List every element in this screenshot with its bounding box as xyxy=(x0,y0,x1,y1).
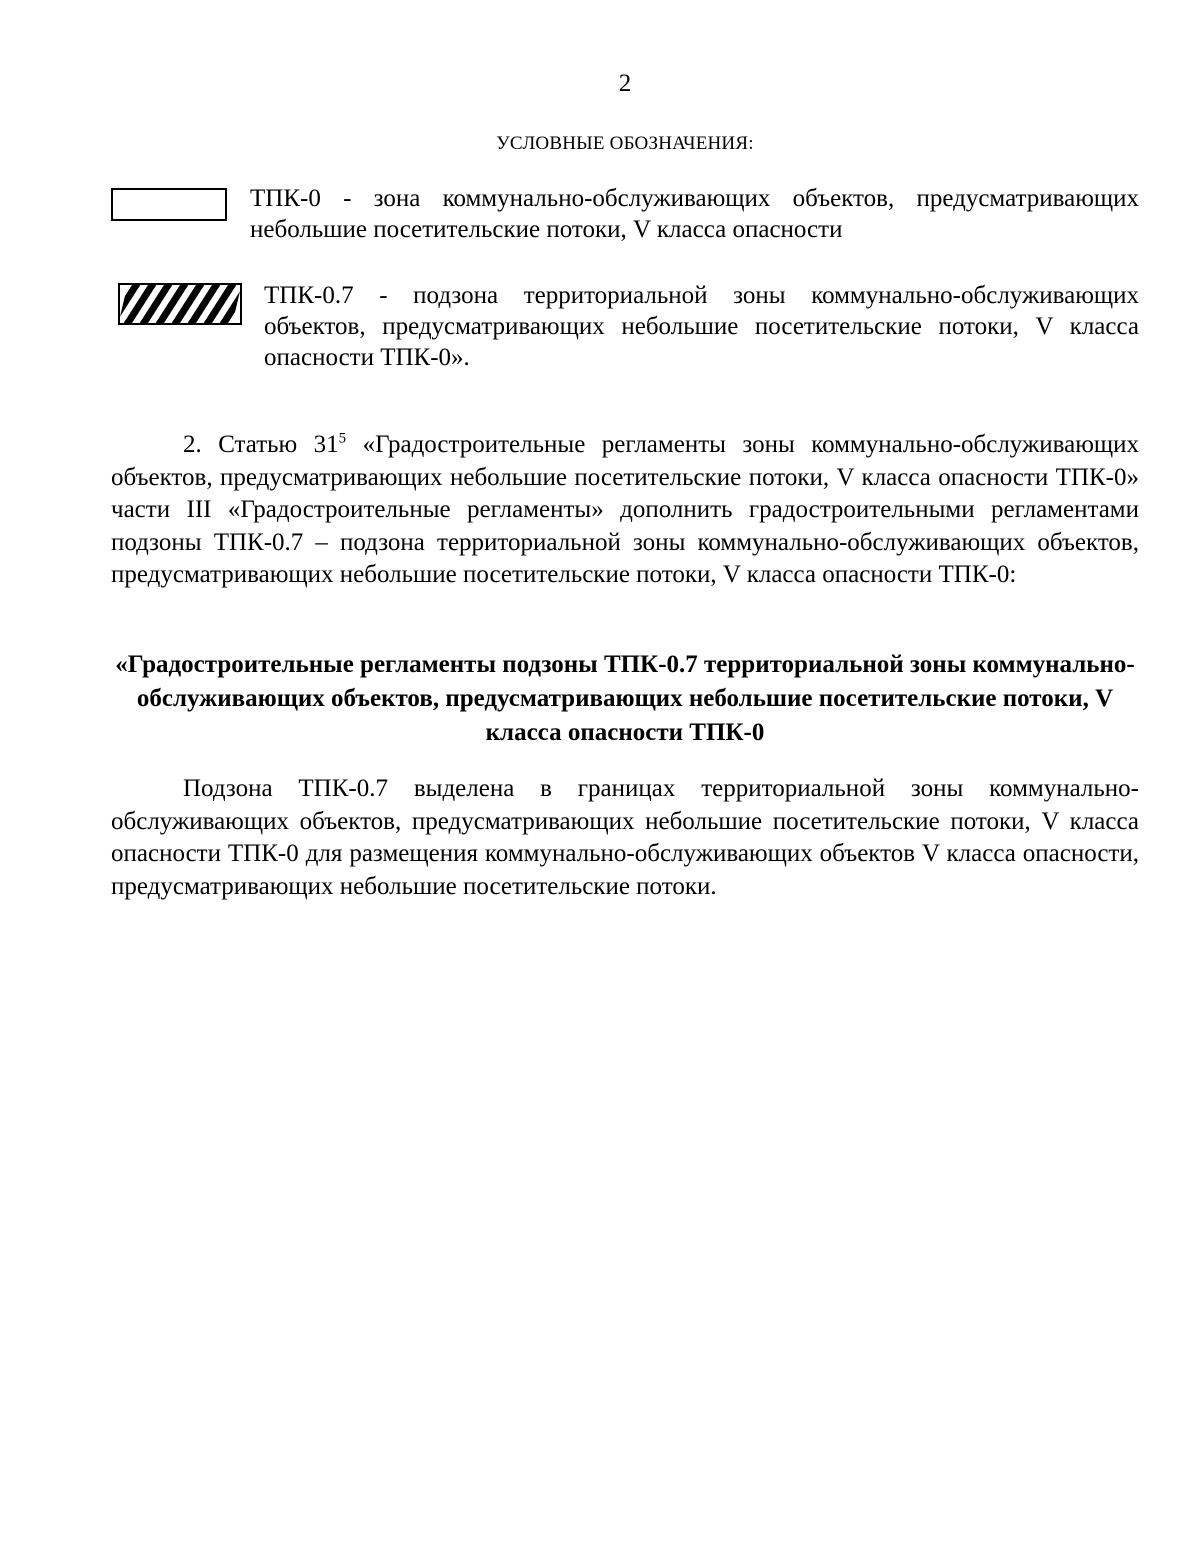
article-body: «Градостроительные регламенты зоны коммунально-обслуживающих объектов, предусматривающих небольшие посетительские потоки, V класса опасности ТПК-0» части III «Градостроительные регламенты» дополнить градостроительными регламентами подзоны ТПК-0.7 – подзона территориальной зоны коммунально-обслуживающих объектов, предусматривающих небольшие посетительские потоки, V класса опасности ТПК-0: xyxy=(111,431,1140,588)
legend-title: УСЛОВНЫЕ ОБОЗНАЧЕНИЯ: xyxy=(496,133,754,154)
legend-item-tpk0-text: ТПК-0 - зона коммунально-обслуживающих объектов, предусматривающих небольшие посетительские потоки, V класса опасности xyxy=(250,185,1139,243)
section-heading: «Градостроительные регламенты подзоны ТПК-0.7 территориальной зоны коммунально-обслуживающих объектов, предусматривающих небольшие посетительские потоки, V класса опасности ТПК-0 xyxy=(115,651,1135,746)
legend-swatch-plain xyxy=(111,188,227,221)
subzone-paragraph: Подзона ТПК-0.7 выделена в границах территориальной зоны коммунально-обслуживающих объектов, предусматривающих небольшие посетительские потоки, V класса опасности ТПК-0 для размещения коммунально-обслуживающих объектов V класса опасности, предусматривающих небольшие посетительские потоки. xyxy=(111,775,1139,900)
article-paragraph xyxy=(111,429,1139,592)
legend-swatch-hatched xyxy=(118,283,242,325)
article-superscript: 5 xyxy=(338,430,347,447)
page-number: 2 xyxy=(618,70,632,97)
article-lead: 2. Статью 31 xyxy=(183,431,339,458)
legend-item-tpk07-text: ТПК-0.7 - подзона территориальной зоны коммунально-обслуживающих объектов, предусматривающих небольшие посетительские потоки, V класса опасности ТПК-0». xyxy=(264,282,1139,371)
